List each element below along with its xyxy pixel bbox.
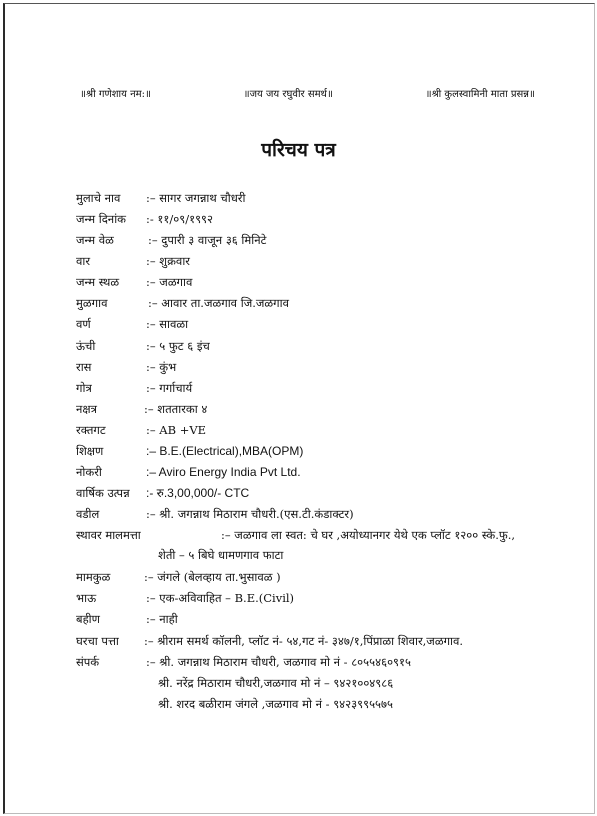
- field-value: शेती – ५ बिघे धामणगाव फाटा: [158, 548, 284, 562]
- field-value: :– Aviro Energy India Pvt Ltd.: [146, 465, 301, 479]
- field-label: जन्म स्थळ: [76, 275, 120, 289]
- field-value: :– दुपारी ३ वाजून ३६ मिनिटे: [148, 233, 267, 247]
- field-value: :– ५ फुट ६ इंच: [146, 339, 210, 353]
- field-label: वार: [76, 254, 91, 268]
- blessings-line: [80, 86, 535, 100]
- field-value: :– गर्गाचार्य: [146, 381, 193, 395]
- blessing-raghuvir: ॥जय जय रघुवीर समर्थ॥: [243, 89, 333, 100]
- field-label: वार्षिक उत्पन्न: [76, 486, 130, 500]
- field-value: :– जळगाव ला स्वत: चे घर ,अयोध्यानगर येथे एक प्लॉट १२०० स्के.फु.,: [221, 528, 516, 542]
- blessing-ganesha: ॥श्री गणेशाय नम:॥: [80, 89, 151, 100]
- field-label: नक्षत्र: [76, 402, 97, 416]
- field-label: जन्म दिनांक: [76, 212, 127, 226]
- field-label: बहीण: [76, 612, 100, 626]
- field-value: :– सावळा: [146, 317, 189, 331]
- field-label: मुळगाव: [76, 296, 108, 310]
- field-label: रास: [76, 360, 92, 374]
- field-value: :– B.E.(Electrical),MBA(OPM): [146, 444, 304, 458]
- field-label: भाऊ: [76, 591, 97, 605]
- field-label: जन्म वेळ: [76, 233, 114, 247]
- field-label: नोकरी: [76, 465, 102, 479]
- field-value: श्री. शरद बळीराम जंगले ,जळगाव मो नं - ९४२३९९५५७५: [158, 697, 393, 711]
- field-label: स्थावर मालमत्ता: [76, 528, 141, 542]
- field-value: :– श्री. जगन्नाथ मिठाराम चौधरी.(एस.टी.कंडाक्टर): [146, 507, 354, 521]
- field-value: :- ११/०९/१९९२: [146, 212, 214, 226]
- field-value: :– शुक्रवार: [146, 254, 191, 268]
- field-label: गोत्र: [76, 381, 92, 395]
- field-value: :– श्री. जगन्नाथ मिठाराम चौधरी, जळगाव मो नं - ८०५५४६०९१५: [146, 655, 411, 669]
- field-value: :– जंगले (बेलव्हाय ता.भुसावळ ): [144, 570, 281, 584]
- field-label: मुलाचे नाव: [76, 191, 121, 205]
- field-value: :– सागर जगन्नाथ चौधरी: [146, 191, 246, 205]
- field-value: :– कुंभ: [146, 360, 177, 374]
- field-label: ऊंची: [76, 339, 96, 353]
- field-value: :– शततारका ४: [144, 402, 208, 416]
- field-label: मामकुळ: [76, 570, 111, 584]
- document-title: परिचय पत्र: [261, 139, 336, 161]
- field-value: :– श्रीराम समर्थ कॉलनी, प्लॉट नं- ५४,गट नं- ३४७/१,पिंप्राळा शिवार,जळगाव.: [144, 634, 464, 648]
- field-label: वर्ण: [76, 317, 91, 331]
- field-value: :– आवार ता.जळगाव जि.जळगाव: [148, 296, 290, 310]
- field-label: रक्तगट: [76, 423, 106, 437]
- field-label: संपर्क: [76, 655, 100, 669]
- field-label: घरचा पत्ता: [76, 634, 119, 648]
- field-value: श्री. नरेंद्र मिठाराम चौधरी,जळगाव मो नं – ९४२१००४९८६: [158, 676, 394, 690]
- field-value: :– AB +VE: [146, 423, 207, 437]
- field-value: :- रु.3,00,000/- CTC: [146, 486, 250, 500]
- field-value: :– जळगाव: [146, 275, 193, 289]
- blessing-kulswamini: ॥श्री कुलस्वामिनी माता प्रसन्न॥: [425, 89, 535, 100]
- field-label: शिक्षण: [76, 444, 104, 458]
- field-label: वडील: [76, 507, 100, 521]
- field-value: :– एक-अविवाहित – B.E.(Civil): [146, 591, 295, 605]
- field-value: :– नाही: [146, 612, 178, 626]
